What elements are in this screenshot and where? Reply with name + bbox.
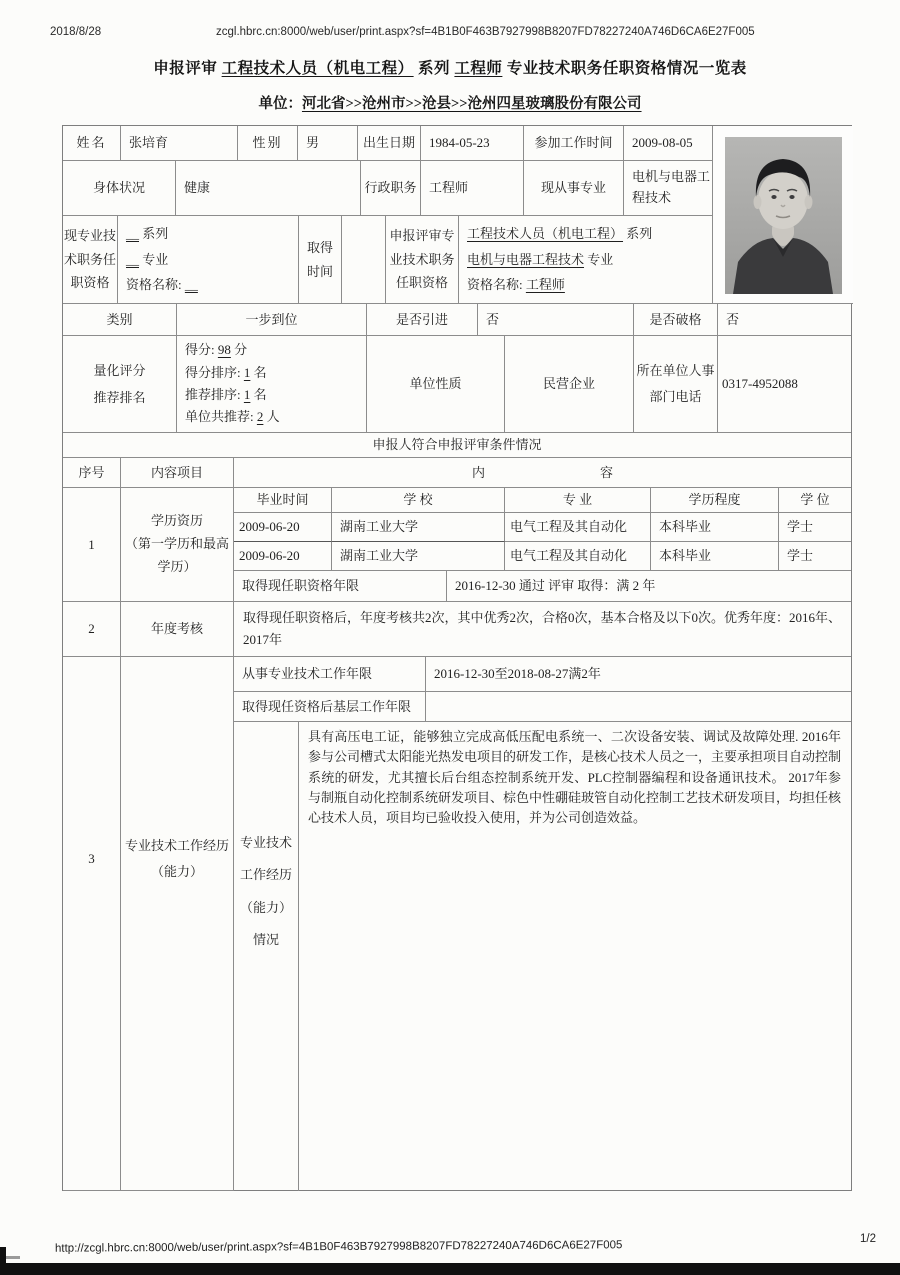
current-qual-name: 资格名称: __	[126, 277, 198, 293]
tenure-value: 2016-12-30 通过 评审 取得：满 2 年	[447, 571, 851, 602]
edu-header-major: 专 业	[505, 488, 651, 513]
content-header-row	[63, 458, 851, 488]
recommend-order-line: 推荐排序: 1 名	[185, 387, 267, 402]
content-column-label: 内 容	[234, 458, 851, 488]
admin-post-label: 行政职务	[361, 161, 421, 216]
score-rank-content	[177, 336, 367, 433]
exception-value: 否	[718, 304, 851, 336]
edu-level: 本科毕业	[651, 513, 779, 542]
unit-label: 单位：	[258, 96, 302, 112]
item1-no: 1	[63, 488, 121, 602]
score-order-line: 得分排序: 1 名	[185, 364, 267, 380]
health-label: 身体状况	[63, 161, 176, 216]
edu-header-date: 毕业时间	[234, 488, 332, 513]
gender-label: 性别	[238, 126, 298, 161]
applicant-photo	[725, 137, 842, 294]
category-label: 类别	[63, 304, 177, 336]
gender-value: 男	[298, 126, 358, 161]
work-years-value: 2016-12-30至2018-08-27满2年	[426, 657, 851, 692]
item2-row	[63, 602, 851, 657]
hr-phone-label: 所在单位人事 部门电话	[634, 336, 718, 433]
edu-degree: 学士	[779, 542, 851, 571]
name-value: 张培育	[121, 126, 238, 161]
edu-degree: 学士	[779, 513, 851, 542]
table-row	[63, 304, 851, 336]
birth-value: 1984-05-23	[421, 126, 524, 161]
apply-qual-major: 电机与电器工程技术 专业	[467, 251, 614, 267]
apply-qual-series: 工程技术人员（机电工程） 系列	[467, 226, 653, 242]
item3-group	[63, 657, 851, 1191]
work-years-label: 从事专业技术工作年限	[234, 657, 426, 692]
exception-label: 是否破格	[634, 304, 718, 336]
item3-no: 3	[63, 657, 121, 1191]
unit-value: 河北省>>沧州市>>沧县>>沧州四星玻璃股份有限公司	[301, 96, 642, 112]
score-line: 得分: 98 分	[185, 342, 248, 358]
join-date-value: 2009-08-05	[624, 126, 712, 161]
score-rank-label: 量化评分 推荐排名	[63, 336, 177, 433]
tenure-row	[234, 571, 851, 602]
experience-sub-label: 专业技术 工作经历 （能力） 情况	[234, 722, 299, 1191]
table-row	[63, 336, 851, 433]
work-years-row	[234, 657, 851, 692]
item2-no: 2	[63, 602, 121, 657]
birth-label: 出生日期	[358, 126, 421, 161]
obtain-time-label: 取得 时间	[299, 216, 342, 304]
hr-phone-value: 0317-4952088	[718, 336, 851, 433]
edu-level: 本科毕业	[651, 542, 779, 571]
edu-header-school: 学 校	[332, 488, 505, 513]
item3-label: 专业技术工作经历 （能力）	[121, 657, 234, 1191]
print-date: 2018/8/28	[50, 26, 102, 38]
experience-row	[234, 722, 851, 1191]
edu-date: 2009-06-20	[234, 541, 332, 571]
apply-qual-content	[459, 216, 712, 304]
table-row	[63, 161, 712, 216]
table-row	[63, 126, 712, 161]
print-footer-url: http://zcgl.hbrc.cn:8000/web/user/print.aspx?sf=4B1B0F463B7927998B8207FD78227240A746D6CA6E27F005	[54, 1239, 623, 1255]
item1-content	[234, 488, 851, 602]
scan-artifact-dash	[4, 1256, 20, 1259]
page-title	[0, 56, 900, 78]
no-column-label: 序号	[63, 458, 121, 488]
base-years-label: 取得现任资格后基层工作年限	[234, 692, 426, 722]
scan-artifact-bottom-bar	[0, 1263, 900, 1275]
category-value: 一步到位	[177, 304, 367, 336]
item1-group	[63, 488, 851, 602]
unit-nature-value: 民营企业	[505, 336, 634, 433]
current-qual-label: 现专业技术职务任职资格	[63, 216, 118, 304]
item2-text: 取得现任职资格后，年度考核共2次，其中优秀2次，合格0次，基本合格及以下0次。优秀年度：2016年、2017年	[234, 602, 851, 657]
join-date-label: 参加工作时间	[524, 126, 624, 161]
tenure-label: 取得现任职资格年限	[234, 571, 447, 602]
unit-line	[0, 92, 900, 113]
table-row	[63, 216, 712, 304]
health-value: 健康	[176, 161, 361, 216]
print-header-url: zcgl.hbrc.cn:8000/web/user/print.aspx?sf=4B1B0F463B7927998B8207FD78227240A746D6CA6E27F005	[216, 26, 755, 38]
section-header-row	[63, 433, 851, 458]
item-column-label: 内容项目	[121, 458, 234, 488]
edu-header-level: 学历程度	[651, 488, 779, 513]
current-qual-major: __ 专业	[126, 251, 169, 267]
base-years-value	[426, 692, 851, 722]
qualification-table	[62, 125, 852, 1191]
unit-nature-label: 单位性质	[367, 336, 505, 433]
current-qual-content	[118, 216, 299, 304]
apply-qual-label: 申报评审专业技术职务任职资格	[386, 216, 459, 304]
education-row	[234, 542, 851, 571]
title-series: 工程技术人员（机电工程）	[221, 60, 414, 77]
edu-major: 电气工程及其自动化	[505, 513, 651, 542]
item2-label: 年度考核	[121, 602, 234, 657]
education-row	[234, 513, 851, 542]
title-series-suffix: 系列	[417, 60, 450, 77]
current-qual-series: __ 系列	[126, 226, 169, 242]
admin-post-value: 工程师	[421, 161, 524, 216]
current-major-label: 现从事专业	[524, 161, 624, 216]
item3-content	[234, 657, 851, 1191]
base-years-row	[234, 692, 851, 722]
item1-label: 学历资历 （第一学历和最高 学历）	[121, 488, 234, 602]
obtain-time-value-empty	[342, 216, 386, 304]
edu-major: 电气工程及其自动化	[505, 542, 651, 571]
unit-recommend-line: 单位共推荐: 2 人	[185, 409, 280, 425]
experience-text: 具有高压电工证，能够独立完成高低压配电系统一、二次设备安装、调试及故障处理. 2016年参与公司槽式太阳能光热发电项目的研发工作，是核心技术人员之一，主要承担项目自动控制系统的研发，尤其擅长后台组态控制系统开发、PLC控制器编程和设备通讯技术。 2017年参与制瓶自动化控制系统研发项目、棕色中性硼硅玻管自动化控制工艺技术研发项目，均担任核心技术人员，项目均已验收投入使用，并为公司创造效益。	[308, 729, 842, 826]
education-header-row	[234, 488, 851, 513]
current-major-value: 电机与电器工程技术	[624, 161, 712, 216]
page-number: 1/2	[860, 1233, 876, 1245]
title-prefix: 申报评审	[153, 60, 218, 77]
apply-qual-name: 资格名称: 工程师	[467, 277, 565, 293]
name-label: 姓名	[63, 126, 121, 161]
edu-date: 2009-06-20	[234, 513, 332, 542]
applicant-photo-cell	[712, 126, 853, 304]
edu-header-degree: 学 位	[779, 488, 851, 513]
imported-label: 是否引进	[367, 304, 478, 336]
title-suffix: 专业技术职务任职资格情况一览表	[506, 60, 747, 77]
edu-school: 湖南工业大学	[332, 513, 505, 542]
edu-school: 湖南工业大学	[332, 541, 505, 571]
imported-value: 否	[478, 304, 634, 336]
title-rank: 工程师	[454, 60, 503, 77]
section-title: 申报人符合申报评审条件情况	[63, 433, 851, 458]
